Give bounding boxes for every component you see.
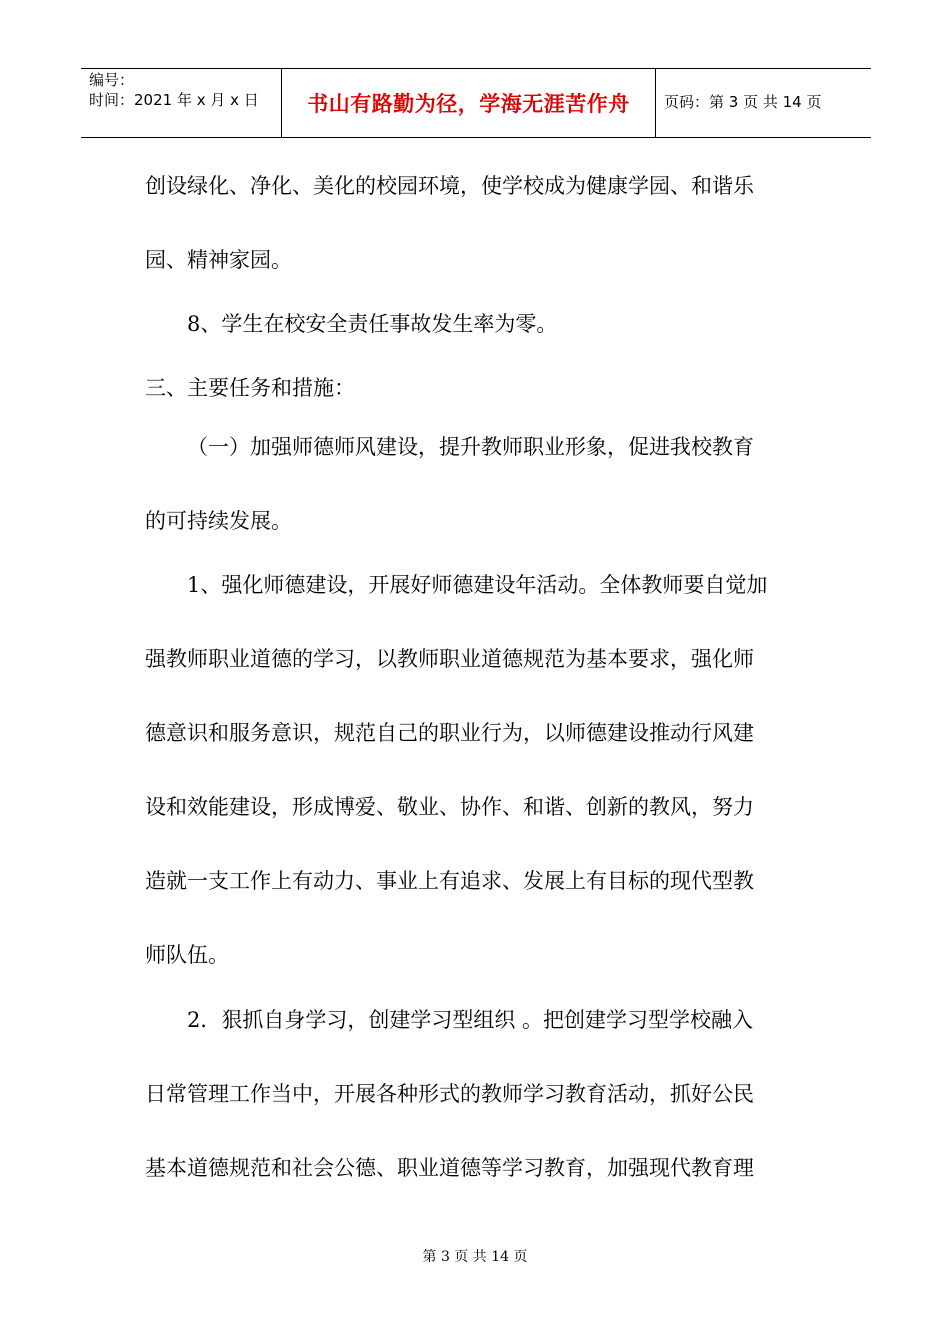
page-footer: 第 3 页 共 14 页: [422, 1249, 528, 1265]
motto-text: 书山有路勤为径，学海无涯苦作舟: [307, 91, 630, 116]
body-line: 2．狠抓自身学习，创建学习型组织 。把创建学习型学校融入: [187, 1008, 754, 1032]
body-line: 基本道德规范和社会公德、职业道德等学习教育，加强现代教育理: [145, 1156, 754, 1180]
body-line: 日常管理工作当中，开展各种形式的教师学习教育活动，抓好公民: [145, 1082, 754, 1106]
body-line: 造就一支工作上有动力、事业上有追求、发展上有目标的现代型教: [145, 869, 754, 893]
document-header: [81, 68, 871, 138]
header-page-cell: [656, 69, 871, 137]
body-line: 1、强化师德建设，开展好师德建设年活动。全体教师要自觉加: [187, 573, 768, 597]
body-line: 设和效能建设，形成博爱、敬业、协作、和谐、创新的教风，努力: [145, 795, 754, 819]
number-label: 编号：: [89, 71, 135, 89]
body-line: 强教师职业道德的学习，以教师职业道德规范为基本要求，强化师: [145, 647, 754, 671]
section-heading: 三、主要任务和措施：: [145, 376, 355, 400]
body-line: 德意识和服务意识，规范自己的职业行为，以师德建设推动行风建: [145, 721, 754, 745]
header-motto-cell: [282, 69, 656, 137]
body-line: 师队伍。: [145, 943, 229, 967]
body-line: 创设绿化、净化、美化的校园环境，使学校成为健康学园、和谐乐: [145, 174, 754, 198]
body-line: 园、精神家园。: [145, 248, 292, 272]
page-info: 页码：第 3 页 共 14 页: [664, 93, 822, 111]
body-line: 8、学生在校安全责任事故发生率为零。: [187, 312, 558, 336]
subsection-heading: （一）加强师德师风建设，提升教师职业形象，促进我校教育: [187, 435, 754, 459]
body-line: 的可持续发展。: [145, 509, 292, 533]
header-meta-cell: [81, 69, 282, 137]
time-label: 时间：2021 年 x 月 x 日: [89, 91, 259, 109]
